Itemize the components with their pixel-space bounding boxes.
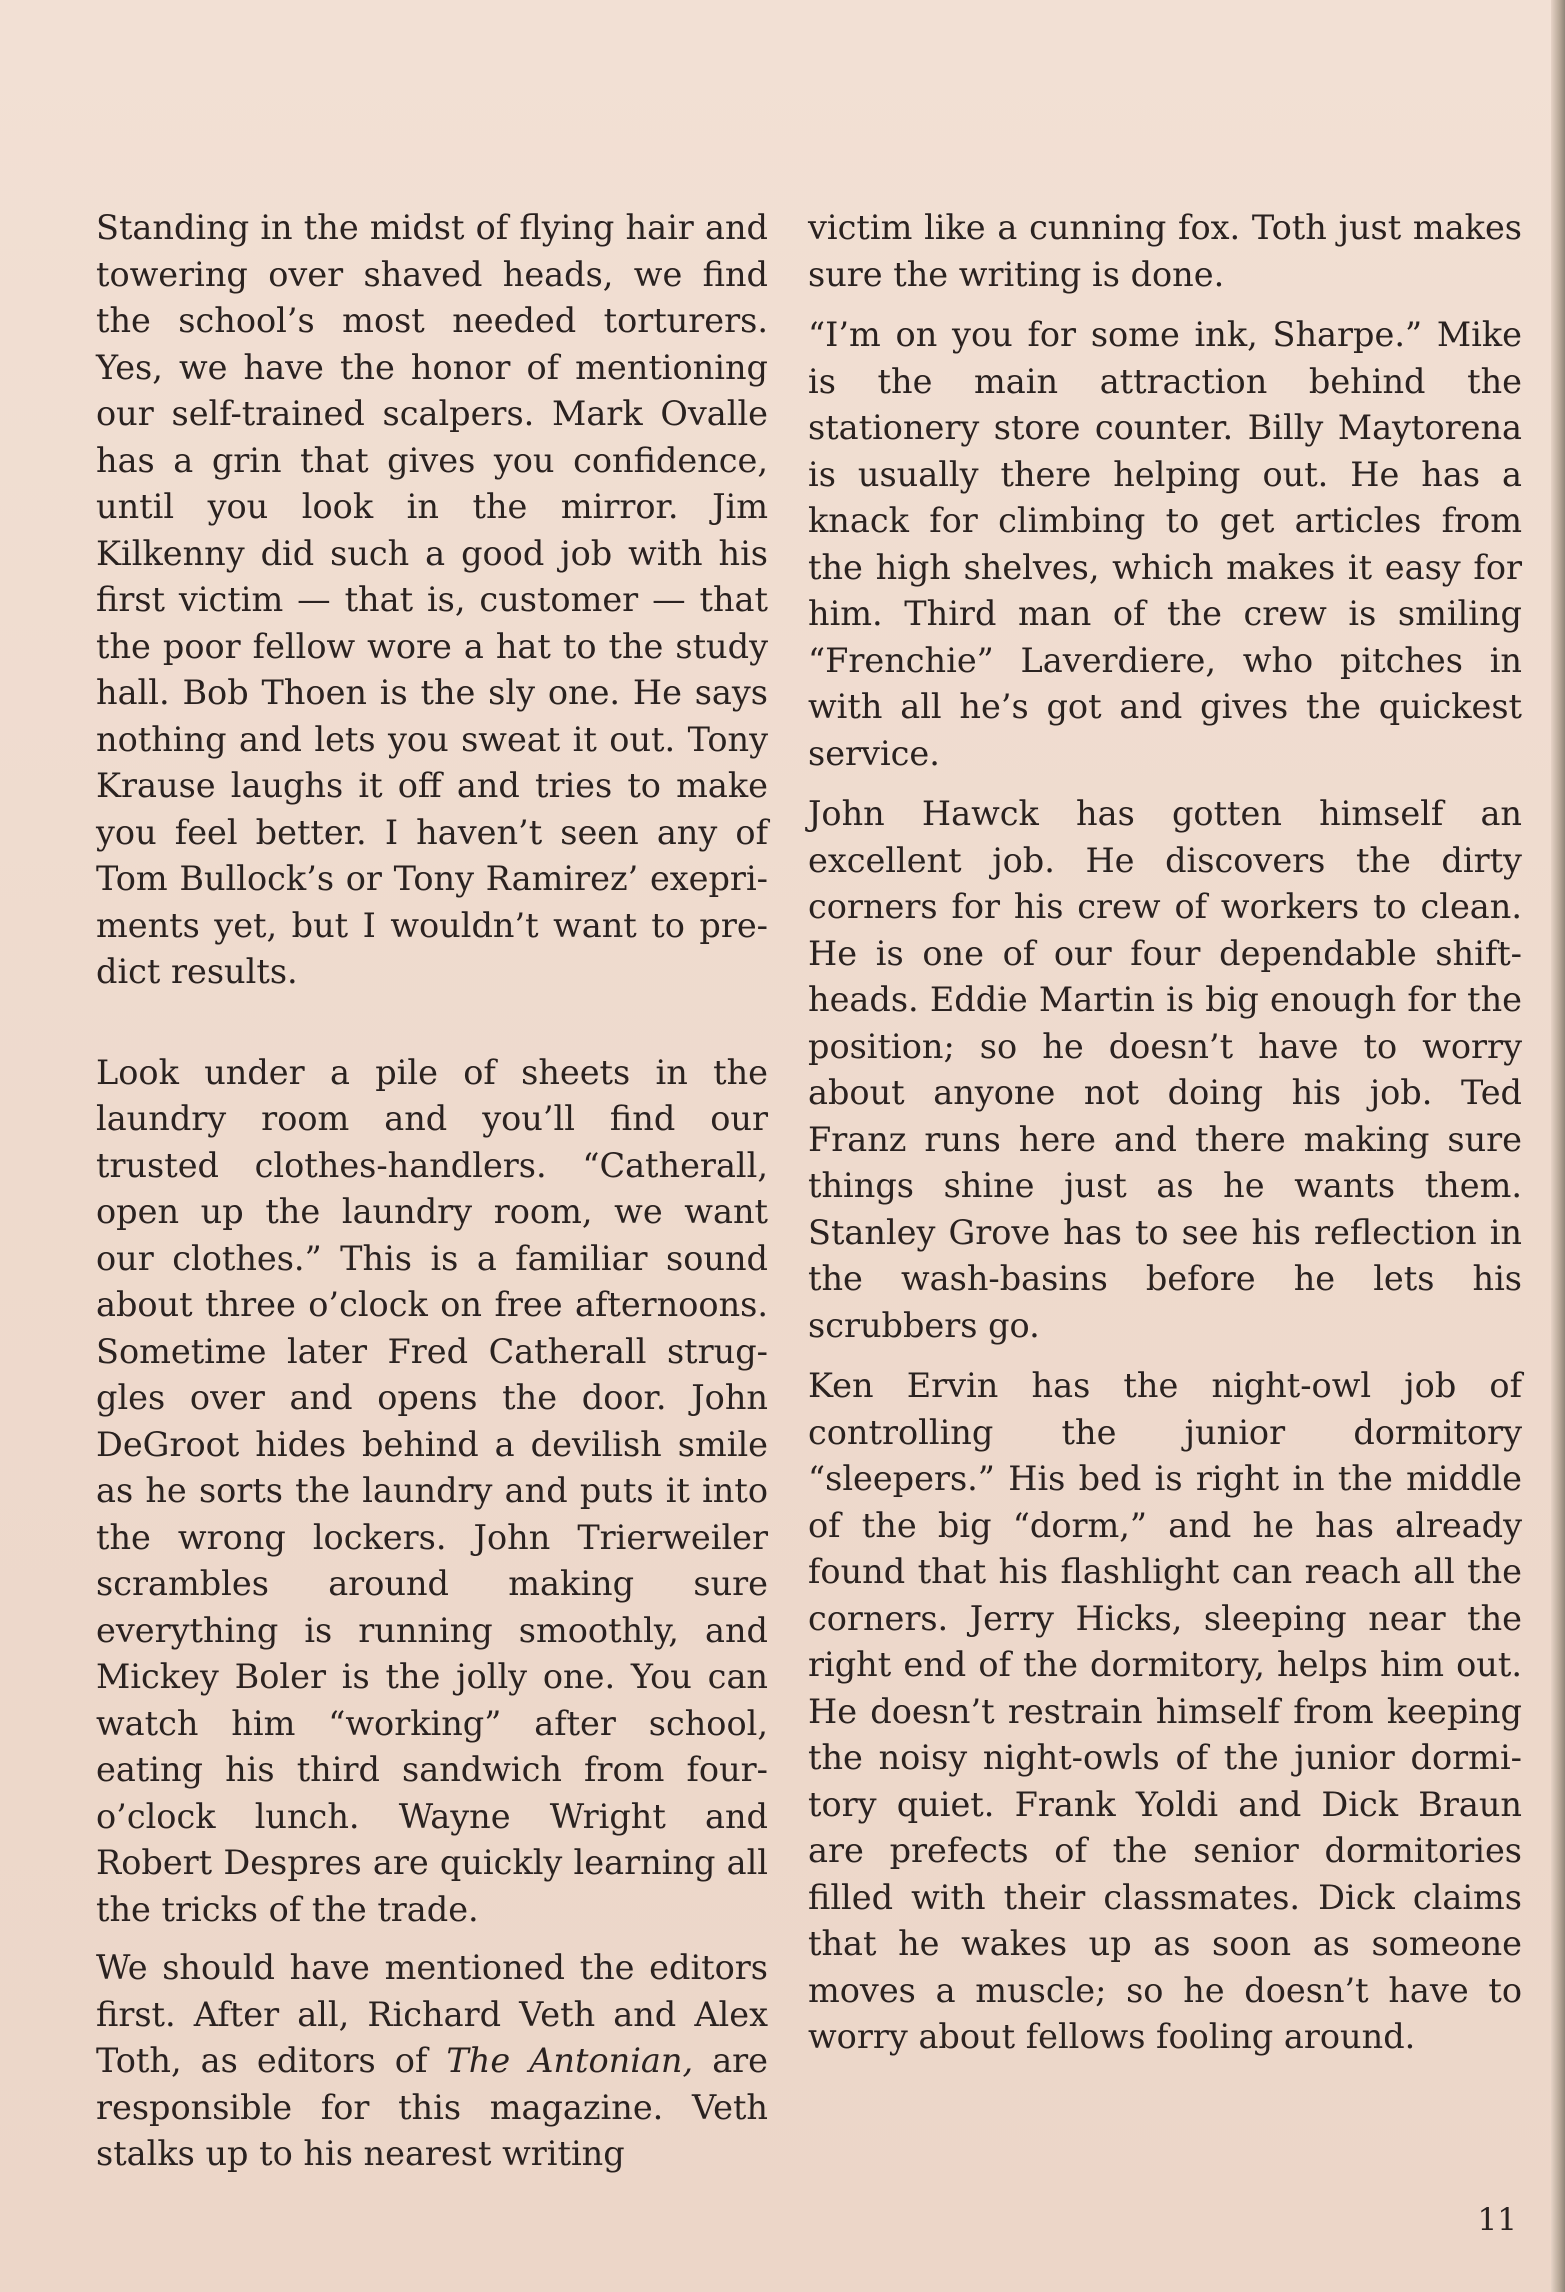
paragraph-editors-start: We should have mentioned the editors first. After all, Richard Veth and Alex Toth, as editors of xyxy=(96,1948,768,2080)
paragraph-shift-heads: John Hawck has gotten himself an excellent job. He discovers the dirty corners for his crew of workers to clean. He is one of our four dependable shift-heads. Eddie Martin is big enough for the position; so he doesn’t have to worry about anyone not doing his job. Ted Franz runs here and there making sure things shine just as he wants them. Stanley Grove has to see his reflection in the wash-basins before he lets his scrubbers go. xyxy=(808,794,1522,1345)
right-column xyxy=(808,205,1522,2061)
left-column xyxy=(96,205,768,2178)
paragraph-editors xyxy=(96,1945,768,2178)
paragraph-stationery: “I’m on you for some ink, Sharpe.” Mike is the main attraction behind the stationery store counter. Billy Maytorena is usually there helping out. He has a knack for climbing to get articles from the high shelves, which makes it easy for him. Third man of the crew is smiling “Frenchie” Laverdiere, who pitches in with all he’s got and gives the quickest service. xyxy=(808,315,1522,773)
paragraph-barbers: Standing in the midst of flying hair and towering over shaved heads, we find the school’s most needed torturers. Yes, we have the honor of mentioning our self-trained scalpers. Mark Ovalle has a grin that gives you confidence, until you look in the mirror. Jim Kilkenny did such a good job with his first victim — that is, customer — that the poor fellow wore a hat to the study hall. Bob Thoen is the sly one. He says nothing and lets you sweat it out. Tony Krause laughs it off and tries to make you feel better. I haven’t seen any of Tom Bullock’s or Tony Ramirez’ exepriments yet, but I wouldn’t want to predict results. xyxy=(96,208,768,991)
paragraph-editors-continued: victim like a cunning fox. Toth just makes sure the writing is done. xyxy=(808,208,1522,294)
binding-edge xyxy=(1551,0,1565,2292)
paragraph-laundry: Look under a pile of sheets in the laundry room and you’ll find our trusted clothes-handlers. “Catherall, open up the laundry room, we want our clothes.” This is a familiar sound about three o’clock on free afternoons. Sometime later Fred Catherall struggles over and opens the door. John DeGroot hides behind a devilish smile as he sorts the laundry and puts it into the wrong lockers. John Trierweiler scrambles around making sure everything is running smoothly, and Mickey Boler is the jolly one. You can watch him “working” after school, eating his third sandwich from four-o’clock lunch. Wayne Wright and Robert Despres are quickly learning all the tricks of the trade. xyxy=(96,1052,768,1929)
magazine-title: The Antonian, xyxy=(446,2041,694,2080)
paragraph-editors-end: are responsible for this magazine. Veth stalks up to his nearest writing xyxy=(96,2041,769,2173)
paragraph-dormitory: Ken Ervin has the night-owl job of controlling the junior dormitory “sleepers.” His bed is right in the middle of the big “dorm,” and he has already found that his flashlight can reach all the corners. Jerry Hicks, sleeping near the right end of the dormitory, helps him out. He doesn’t restrain himself from keeping the noisy night-owls of the junior dormitory quiet. Frank Yoldi and Dick Braun are prefects of the senior dormitories filled with their classmates. Dick claims that he wakes up as soon as someone moves a muscle; so he doesn’t have to worry about fellows fooling around. xyxy=(808,1366,1522,2056)
page-number: 11 xyxy=(1477,2202,1517,2238)
